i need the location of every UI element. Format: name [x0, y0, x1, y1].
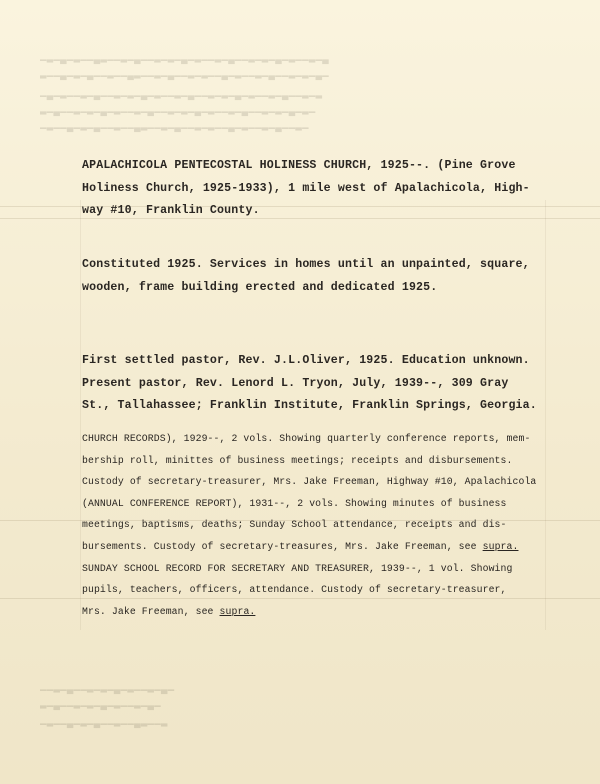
church-heading [82, 155, 572, 223]
record-line [82, 601, 572, 623]
bleed-through-text: ▂▁▃▁▁▂▁▂▁▃▁▂▁▁▂▁▃▁ [40, 704, 161, 716]
constituted-line: Constituted 1925. Services in homes until an unpainted, square, [82, 258, 530, 271]
fold-line [80, 200, 81, 630]
pastor-line: First settled pastor, Rev. J.L.Oliver, 1925. Education unknown. [82, 354, 530, 367]
pastor-paragraph [82, 350, 572, 418]
record-line: Custody of secretary-treasurer, Mrs. Jake Freeman, Highway #10, Apalachicola [82, 476, 537, 488]
constituted-paragraph [82, 254, 572, 299]
record-line: meetings, baptisms, deaths; Sunday School attendance, receipts and dis- [82, 519, 507, 531]
bleed-through-text: ▁▂▁▃▁▂▁▁▃▂▁▁▂▁▃▁▁▂▁▂▁▃▁▂▁▁▂▁▃▁▁▂▁▂▁▃▁▂▁▁▂▁▃ [40, 58, 330, 70]
bleed-through-text: ▂▁▃▁▁▂▁▂▁▃▁▂▁▁▂▁▃▁▁▂▁▂▁▃▁▂▁▁▂▁▃▁▁▂▁▂▁▃▁▂▁ [40, 110, 316, 122]
bleed-through-text: ▁▁▂▁▃▁▁▂▁▂▁▃▁▂▁▁▂▁▃▁ [40, 688, 175, 700]
bleed-through-text: ▁▃▁▂▁▁▂▁▃▁▁▂▁▂▁▃▁▂▁▁▂▁▃▁▁▂▁▂▁▃▁▂▁▁▂▁▃▁▁▂▁▂ [40, 94, 323, 106]
record-line: pupils, teachers, officers, attendance. Custody of secretary-treasurer, [82, 584, 507, 596]
supra-reference: supra. [219, 605, 256, 617]
record-line [82, 536, 572, 558]
record-text: Mrs. Jake Freeman, see [82, 605, 220, 617]
record-text: bursements. Custody of secretary-treasures, Mrs. Jake Freeman, see [82, 540, 483, 552]
heading-line: APALACHICOLA PENTECOSTAL HOLINESS CHURCH, 1925--. (Pine Grove [82, 159, 516, 172]
bleed-through-text: ▁▂▁▁▃▁▂▁▃▁▁▂▁▁▃▂▁▁▂▁▃▁▁▂▁▂▁▁▃▁▂▁▁▂▁▃▁▁▂▁ [40, 126, 309, 138]
bleed-through-text: ▂▁▁▃▁▂▁▃▁▁▂▁▁▃▂▁▁▂▁▃▁▁▂▁▂▁▁▃▁▂▁▁▂▁▃▁▁▂▁▂▁▃▁ [40, 74, 330, 86]
pastor-line: Present pastor, Rev. Lenord L. Tryon, July, 1939--, 309 Gray [82, 376, 509, 390]
bleed-through-text: ▁▂▁▁▃▁▂▁▃▁▁▂▁▁▃▂▁▁▂ [40, 722, 168, 734]
record-line: (ANNUAL CONFERENCE REPORT), 1931--, 2 vols. Showing minutes of business [82, 497, 507, 509]
pastor-line: St., Tallahassee; Franklin Institute, Franklin Springs, Georgia. [82, 399, 537, 412]
constituted-line: wooden, frame building erected and dedicated 1925. [82, 280, 438, 294]
heading-line: Holiness Church, 1925-1933), 1 mile west of Apalachicola, High- [82, 181, 530, 195]
records-list [82, 428, 572, 622]
record-line: bership roll, minittes of business meetings; receipts and disbursements. [82, 454, 513, 466]
heading-line: way #10, Franklin County. [82, 204, 260, 217]
record-line: CHURCH RECORDS), 1929--, 2 vols. Showing quarterly conference reports, mem- [82, 433, 531, 444]
record-line: SUNDAY SCHOOL RECORD FOR SECRETARY AND TREASURER, 1939--, 1 vol. Showing [82, 562, 513, 574]
supra-reference: supra. [482, 540, 519, 552]
